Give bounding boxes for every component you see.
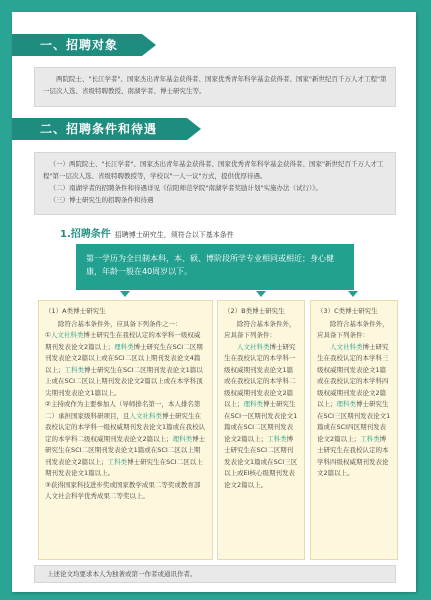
recruitment-targets-text: 两院院士、"长江学者"、国家杰出青年基金获得者、国家优秀青年科学基金获得者、国家"新世纪百千万人才工程"第一层次人选、省级特聘教授、南湖学者、博士研究生等。 — [43, 75, 387, 95]
conditions-paragraph-3: （三）博士研究生的招聘条件和待遇 — [49, 196, 154, 204]
conditions-paragraph-1: （一）两院院士、"长江学者"、国家杰出青年基金获得者、国家优秀青年科学基金获得者、国家"新世纪百千万人才工程"第一层次人选、省级特聘教授等，学校以"一人一议"方式，提供优厚待遇。 — [43, 160, 384, 180]
class-c-title: （3）C类博士研究生 — [317, 307, 378, 315]
document-page — [12, 12, 416, 592]
class-b-details: 人文社科类博士研究生在我校认定的本学科一级权威期刊发表论文1篇或在我校认定的本学科二级权威期刊发表论文2篇以上；理科类博士研究生在SCI一区期刊发表论文1篇或在SCI二区期刊发表论文2篇以上；工科类博士研究生在SCI二区期刊发表论文1篇或在SCI三区以上或EI核心级期刊发表论文2篇以上。 — [224, 342, 298, 489]
footnote-text: 上述论文均要求本人为独著或第一作者或通讯作者。 — [47, 570, 197, 578]
class-a-intro: 除符合基本条件外，应具备下列条件之一： — [58, 319, 182, 328]
class-c-intro: 除符合基本条件外，应具备下列条件： — [317, 319, 389, 339]
class-a-item-1: ①人文社科类博士研究生在我校认定的本学科一级权威期刊发表论文2篇以上；理科类博士研究生在SCI二区期刊发表论文2篇以上或在SCI二区以上期刊发表论文4篇以上；工科类博士研究生在SCI二区期刊发表论文1篇以上或在SCI二区以上期刊发表论文2篇以上或在本学科顶尖期刊发表论文1篇以上。 — [45, 331, 203, 397]
recruitment-conditions-heading — [60, 225, 234, 240]
section-banner-recruitment-targets — [12, 34, 142, 56]
banner-title: 一、招聘对象 — [40, 38, 119, 52]
class-a-column — [38, 300, 213, 560]
class-a-title: （1）A类博士研究生 — [45, 307, 106, 315]
arrow-down-icon — [348, 291, 358, 297]
conditions-paragraph-2: （二）南湖学者的招聘条件和待遇详见《信阳师范学院"南湖学者奖励计划"实施办法（试行）》。 — [49, 184, 322, 192]
basic-conditions-text: 第一学历为全日制本科，本、硕、博阶段所学专业相同或相近；身心健康，年龄一般在40周岁以下。 — [86, 254, 334, 276]
banner-title: 二、招聘条件和待遇 — [40, 122, 158, 136]
arrow-down-icon — [120, 291, 130, 297]
conditions-box — [34, 152, 396, 215]
class-a-item-3: ③获得国家科技进步奖或国家教学成果二等奖或教育部人文社会科学优秀成果二等奖以上。 — [45, 480, 201, 500]
footnote — [34, 565, 396, 583]
heading-requirement: 招聘博士研究生，须符合以下基本条件 — [114, 231, 234, 239]
class-c-column — [310, 300, 398, 560]
class-b-column — [217, 300, 305, 560]
class-b-intro: 除符合基本条件外，应具备下列条件： — [224, 319, 296, 339]
class-b-title: （2）B类博士研究生 — [224, 307, 285, 315]
arrow-down-icon — [256, 291, 266, 297]
recruitment-targets-box — [34, 67, 396, 107]
class-c-details: 人文社科类博士研究生在我校认定的本学科三级权威期刊发表论文1篇或在我校认定的本学科四级权威期刊发表论文2篇以上；理科类博士研究生在SCI三区期刊发表论文1篇或在SCI四区期刊发表论文2篇以上；工科类博士研究生在我校认定的本学科四级权威期刊发表论文2篇以上。 — [317, 342, 391, 477]
section-banner-conditions — [12, 118, 187, 140]
class-a-item-2: ②主持或作为主要参加人（导师排名第一，本人排名第二）承担国家级科研项目，且人文社科类博士研究生在我校认定的本学科一级权威期刊发表论文1篇或在我校认定的本学科二级权威期刊发表论文2篇以上；理科类博士研究生在SCI二区期刊发表论文1篇或在SCI二区以上期刊发表论文2篇以上；工科类博士研究生在SCI二区以上期刊发表论文1篇以上。 — [45, 400, 206, 477]
heading-title: 1.招聘条件 — [60, 229, 111, 240]
basic-conditions-box — [76, 244, 354, 290]
